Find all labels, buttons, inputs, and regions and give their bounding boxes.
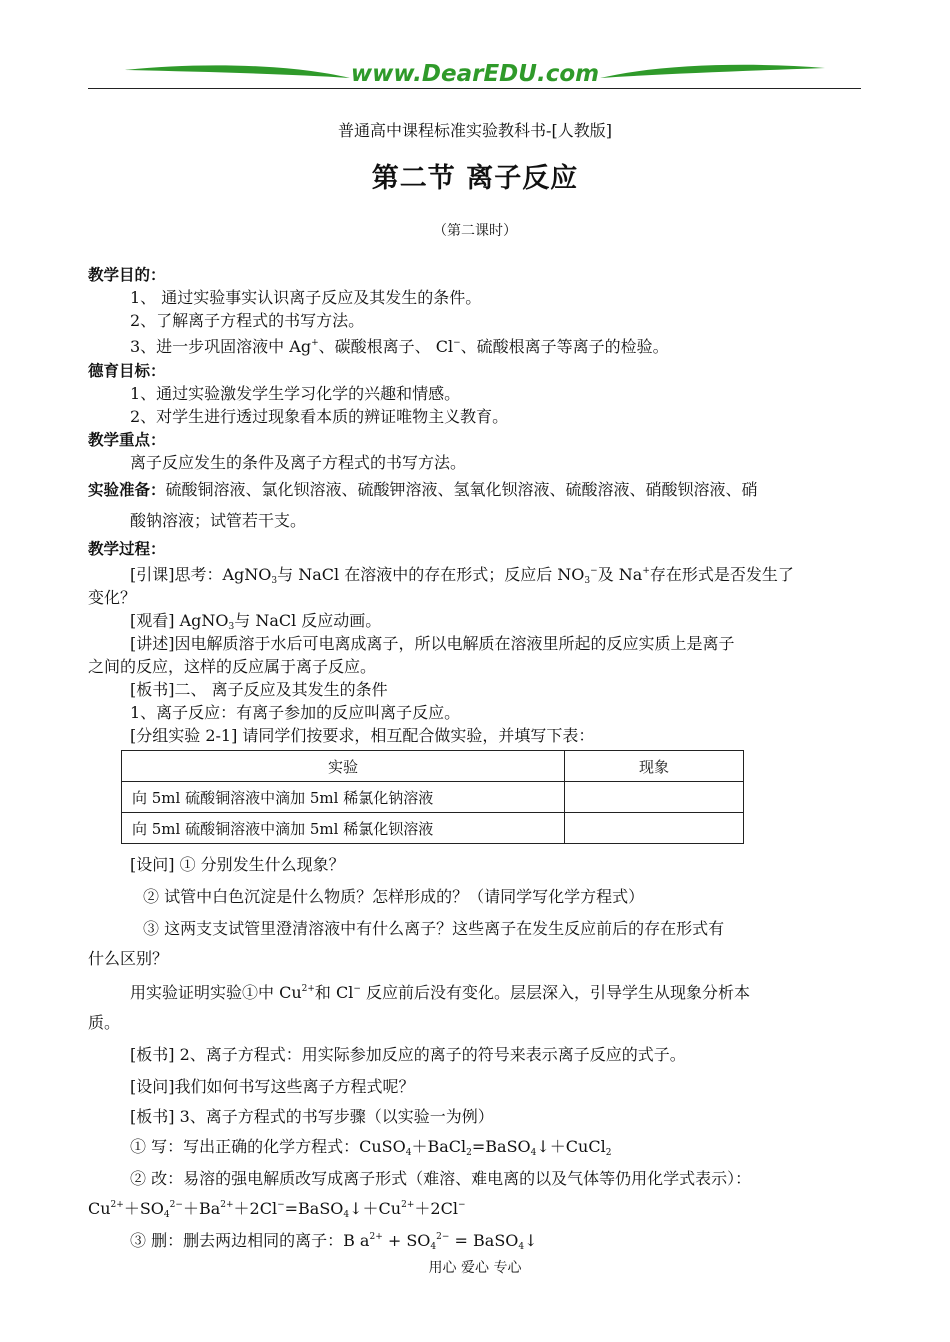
experiment-table: [121, 750, 744, 844]
lecture-line-2: 之间的反应，这样的反应属于离子反应。: [88, 657, 377, 676]
step-delete: ③ 删：删去两边相同的离子：B $a^{2+} + SO_4^{2-}$ = BaSO$_4$↓: [130, 1231, 538, 1252]
prep-continued: 酸钠溶液；试管若干支。: [130, 511, 307, 530]
table-cell: [565, 813, 744, 844]
group-experiment-line: [分组实验 2-1] 请同学们按要求，相互配合做实验，并填写下表：: [130, 726, 595, 745]
goal-item: 2、了解离子方程式的书写方法。: [130, 311, 365, 330]
logo-right-swoosh-icon: [600, 65, 825, 78]
header-rule: [88, 88, 861, 89]
lecture-line: [讲述]因电解质溶于水后可电离成离子，所以电解质在溶液里所起的反应实质上是离子: [130, 634, 735, 653]
question-line: [设问] ① 分别发生什么现象？: [130, 855, 345, 874]
table-row: [122, 813, 744, 844]
proof-line: 用实验证明实验①中 $Cu^{2+}$和 Cl− 反应前后没有变化。层层深入，引导学生从现象分析本: [130, 983, 751, 1002]
table-header-row: [122, 751, 744, 782]
table-cell: [565, 782, 744, 813]
board-line: [板书]二、 离子反应及其发生的条件: [130, 680, 388, 699]
logo-text: www.DearEDU.com: [350, 61, 600, 87]
lesson-period: （第二课时）: [433, 223, 517, 239]
question-line-2: 什么区别？: [88, 949, 169, 968]
logo-left-swoosh-icon: [125, 65, 350, 78]
moral-heading: 德育目标：: [88, 362, 166, 380]
intro-line-2: 变化？: [88, 588, 137, 607]
board-line: [板书] 3、离子方程式的书写步骤（以实验一为例）: [130, 1107, 494, 1126]
table-row: [122, 782, 744, 813]
question-line: ③ 这两支支试管里澄清溶液中有什么离子？这些离子在发生反应前后的存在形式有: [143, 919, 725, 938]
textbook-subtitle: 普通高中课程标准实验教科书-[人教版]: [338, 121, 612, 140]
key-heading: 教学重点：: [88, 431, 166, 449]
question-line: ② 试管中白色沉淀是什么物质？怎样形成的？（请同学写化学方程式）: [143, 887, 645, 906]
page-title: 第二节 离子反应: [371, 163, 579, 194]
intro-line: [引课]思考：AgNO$_3$与 NaCl 在溶液中的存在形式；反应后 $NO_3^-$及 Na+存在形式是否发生了: [130, 565, 794, 586]
page-footer: 用心 爱心 专心: [428, 1260, 522, 1276]
goal-item: 3、进一步巩固溶液中 Ag+、碳酸根离子、 Cl−、硫酸根离子等离子的检验。: [130, 337, 669, 356]
proof-line-2: 质。: [88, 1013, 121, 1032]
key-text: 离子反应发生的条件及离子方程式的书写方法。: [130, 453, 467, 472]
moral-item: 1、通过实验激发学生学习化学的兴趣和情感。: [130, 384, 461, 403]
site-logo[interactable]: [120, 58, 830, 88]
definition-line: 1、离子反应：有离子参加的反应叫离子反应。: [130, 703, 461, 722]
step-write: ① 写：写出正确的化学方程式：CuSO$_4$＋BaCl$_2$=BaSO$_4$↓＋CuCl$_2$: [130, 1137, 612, 1158]
process-heading: 教学过程：: [88, 540, 166, 558]
ionic-equation: $Cu^{2+}+SO_4^{2-}+Ba^{2+}+2Cl^-=BaSO_4↓+Cu^{2+}+2Cl^-$: [88, 1199, 466, 1220]
table-cell: 向 5ml 硫酸铜溶液中滴加 5ml 稀氯化钠溶液: [122, 782, 565, 813]
table-cell: 向 5ml 硫酸铜溶液中滴加 5ml 稀氯化钡溶液: [122, 813, 565, 844]
column-header-experiment: 实验: [122, 751, 565, 782]
watch-line: [观看] AgNO$_3$与 NaCl 反应动画。: [130, 611, 382, 632]
board-line: [板书] 2、离子方程式：用实际参加反应的离子的符号来表示离子反应的式子。: [130, 1045, 686, 1064]
moral-item: 2、对学生进行透过现象看本质的辨证唯物主义教育。: [130, 407, 509, 426]
prep-heading: 实验准备：: [88, 481, 166, 499]
column-header-phenomenon: 现象: [565, 751, 744, 782]
goal-item: 1、 通过实验事实认识离子反应及其发生的条件。: [130, 288, 482, 307]
question-line: [设问]我们如何书写这些离子方程式呢？: [130, 1077, 415, 1096]
goals-heading: 教学目的：: [88, 266, 166, 284]
step-rewrite: ② 改：易溶的强电解质改写成离子形式（难溶、难电离的以及气体等仍用化学式表示）：: [130, 1169, 752, 1188]
prep-line: 实验准备：硫酸铜溶液、氯化钡溶液、硫酸钾溶液、氢氧化钡溶液、硫酸溶液、硝酸钡溶液、硝: [88, 480, 758, 499]
